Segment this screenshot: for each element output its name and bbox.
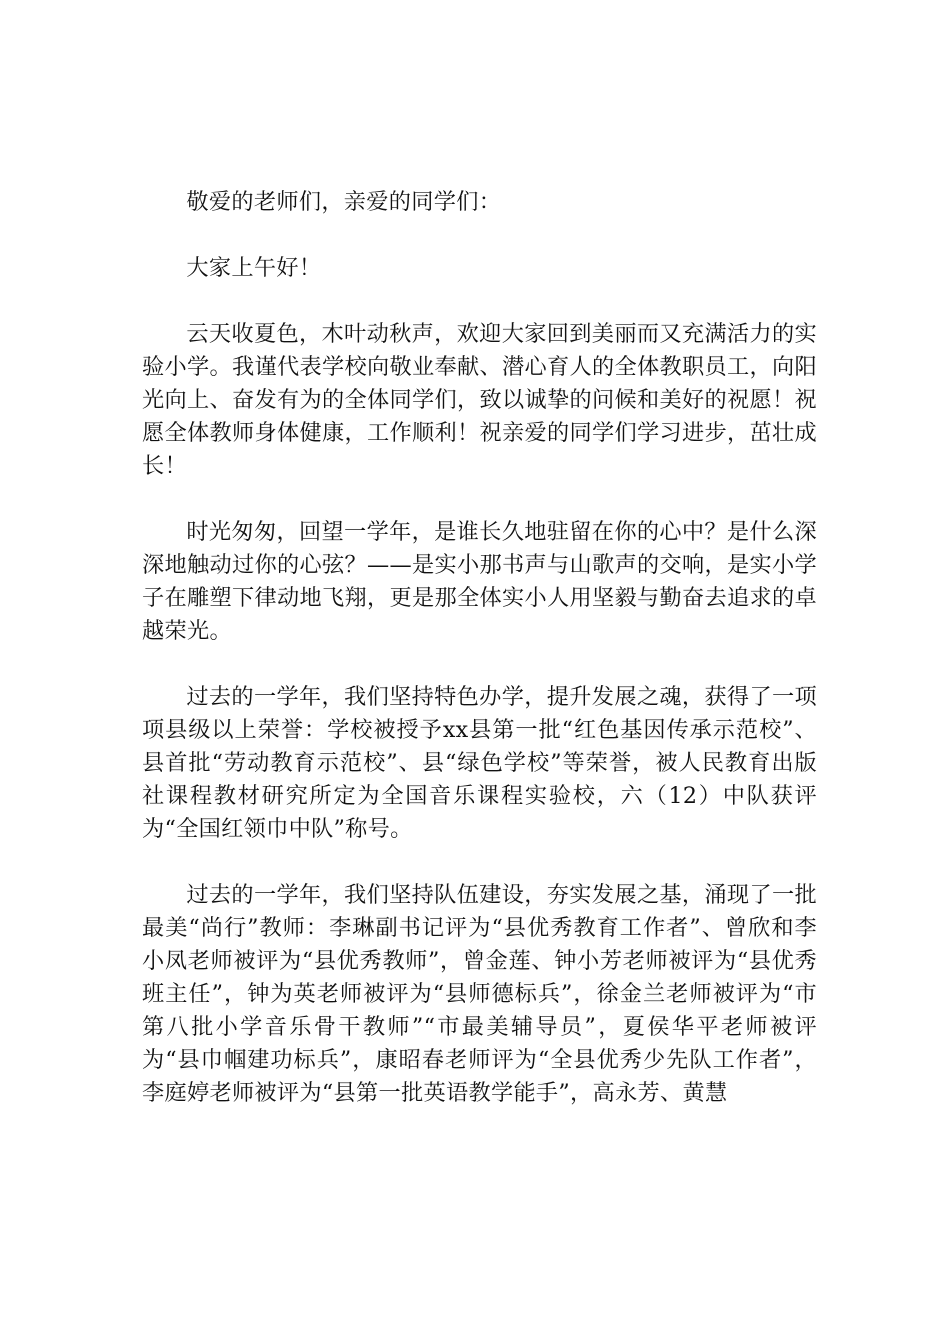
paragraph-welcome: 云天收夏色，木叶动秋声，欢迎大家回到美丽而又充满活力的实验小学。我谨代表学校向敬业奉献、潜心育人的全体教职员工，向阳光向上、奋发有为的全体同学们，致以诚挚的问候和美好的祝愿！祝愿全体教师身体健康，工作顺利！祝亲爱的同学们学习进步，茁壮成长！ [142,321,817,479]
paragraph-reflection: 时光匆匆，回望一学年，是谁长久地驻留在你的心中？是什么深深地触动过你的心弦？——是实小那书声与山歌声的交响，是实小学子在雕塑下律动地飞翔，更是那全体实小人用坚毅与勤奋去追求的卓越荣光。 [142,519,817,644]
salutation: 敬爱的老师们，亲爱的同学们： [186,189,502,215]
paragraph-teachers: 过去的一学年，我们坚持队伍建设，夯实发展之基，涌现了一批最美“尚行”教师：李琳副书记评为“县优秀教育工作者”、曾欣和李小凤老师被评为“县优秀教师”，曾金莲、钟小芳老师被评为“县优秀班主任”，钟为英老师被评为“县师德标兵”，徐金兰老师被评为“市第八批小学音乐骨干教师”“市最美辅导员”，夏侯华平老师被评为“县巾帼建功标兵”，康昭春老师评为“全县优秀少先队工作者”，李庭婷老师被评为“县第一批英语教学能手”，高永芳、黄慧 [142,882,817,1106]
document-body [142,186,817,1140]
greeting: 大家上午好！ [186,255,322,281]
paragraph-honors: 过去的一学年，我们坚持特色办学，提升发展之魂，获得了一项项县级以上荣誉：学校被授予xx县第一批“红色基因传承示范校”、县首批“劳动教育示范校”、县“绿色学校”等荣誉，被人民教育出版社课程教材研究所定为全国音乐课程实验校，六（12）中队获评为“全国红领巾中队”称号。 [142,684,817,842]
